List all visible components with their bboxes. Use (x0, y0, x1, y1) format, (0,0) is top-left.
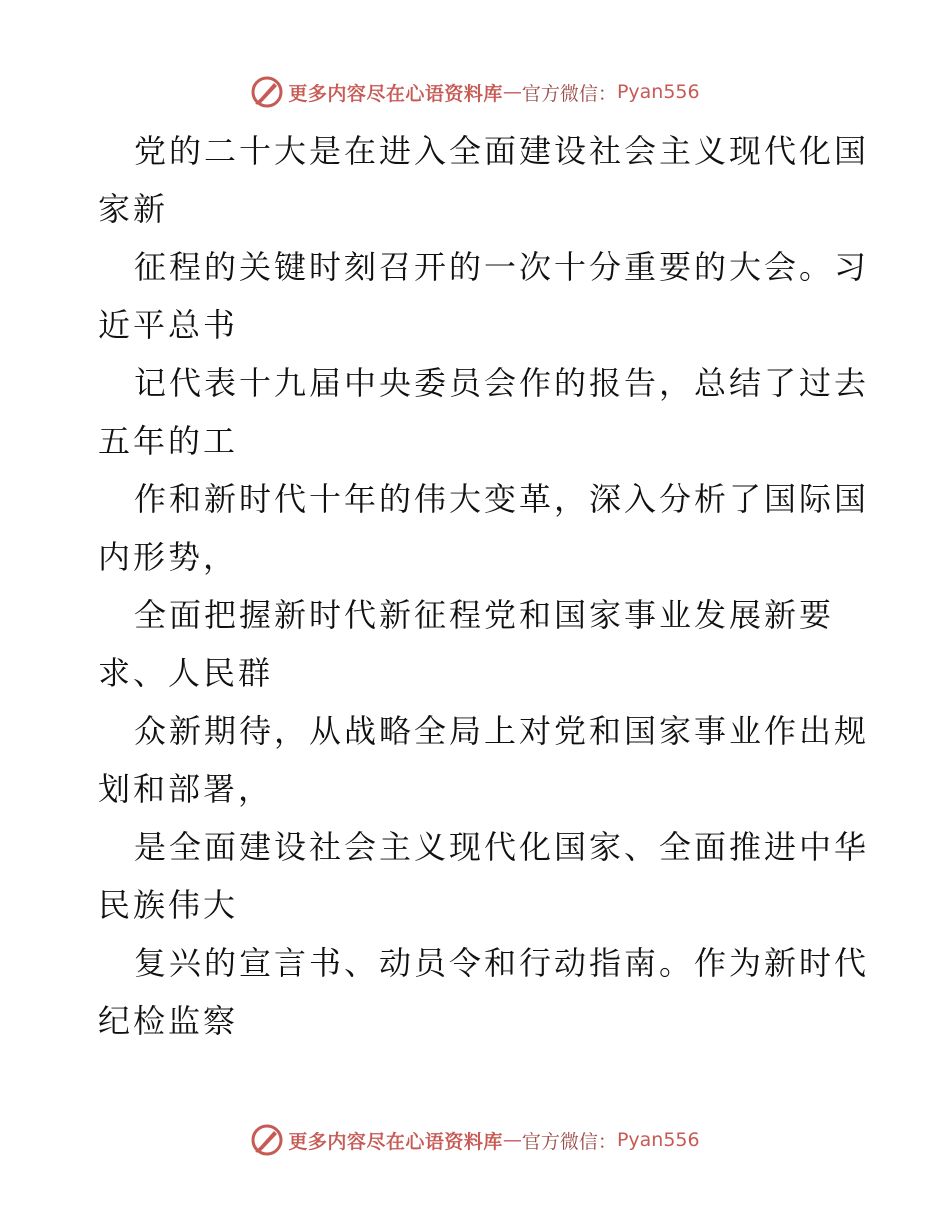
paragraph (98, 354, 870, 470)
text-line: 民族伟大 (98, 886, 239, 924)
paragraph (98, 586, 858, 702)
banner-wechat-id: Pyan556 (616, 1129, 700, 1151)
banner-main-text: 更多内容尽在心语资料库 (288, 82, 503, 105)
paragraph (98, 238, 870, 354)
text-line: 征程的关键时刻召开的一次十分重要的大会。习 (134, 248, 870, 286)
banner-wechat-id: Pyan556 (616, 81, 700, 103)
text-line: 作和新时代十年的伟大变革，深入分析了国际国 (134, 480, 870, 518)
text-line: 复兴的宣言书、动员令和行动指南。作为新时代 (134, 944, 870, 982)
text-line: 求、人民群 (98, 654, 274, 692)
banner-dash: — (502, 81, 522, 103)
banner-wechat-label: 官方微信： (521, 1130, 617, 1153)
footer-banner (0, 1120, 950, 1160)
quill-pen-icon (250, 75, 284, 109)
text-line: 五年的工 (98, 422, 239, 460)
paragraph (98, 934, 870, 1050)
banner-dash: — (502, 1129, 522, 1151)
banner-wechat-label: 官方微信： (521, 82, 617, 105)
banner-main-text: 更多内容尽在心语资料库 (288, 1130, 503, 1153)
text-line: 记代表十九届中央委员会作的报告，总结了过去 (134, 364, 870, 402)
text-line: 家新 (98, 190, 169, 228)
paragraph (98, 122, 870, 238)
text-line: 众新期待，从战略全局上对党和国家事业作出规 (134, 712, 870, 750)
quill-pen-icon (250, 1123, 284, 1157)
text-line: 划和部署， (98, 770, 274, 808)
text-line: 近平总书 (98, 306, 239, 344)
text-line: 纪检监察 (98, 1002, 239, 1040)
text-line: 全面把握新时代新征程党和国家事业发展新要 (134, 596, 835, 634)
text-line: 党的二十大是在进入全面建设社会主义现代化国 (134, 132, 870, 170)
text-line: 是全面建设社会主义现代化国家、全面推进中华 (134, 828, 870, 866)
paragraph (98, 470, 870, 586)
paragraph (98, 702, 870, 818)
text-line: 内形势， (98, 538, 239, 576)
header-banner (0, 72, 950, 112)
document-body (98, 122, 870, 1050)
paragraph (98, 818, 870, 934)
